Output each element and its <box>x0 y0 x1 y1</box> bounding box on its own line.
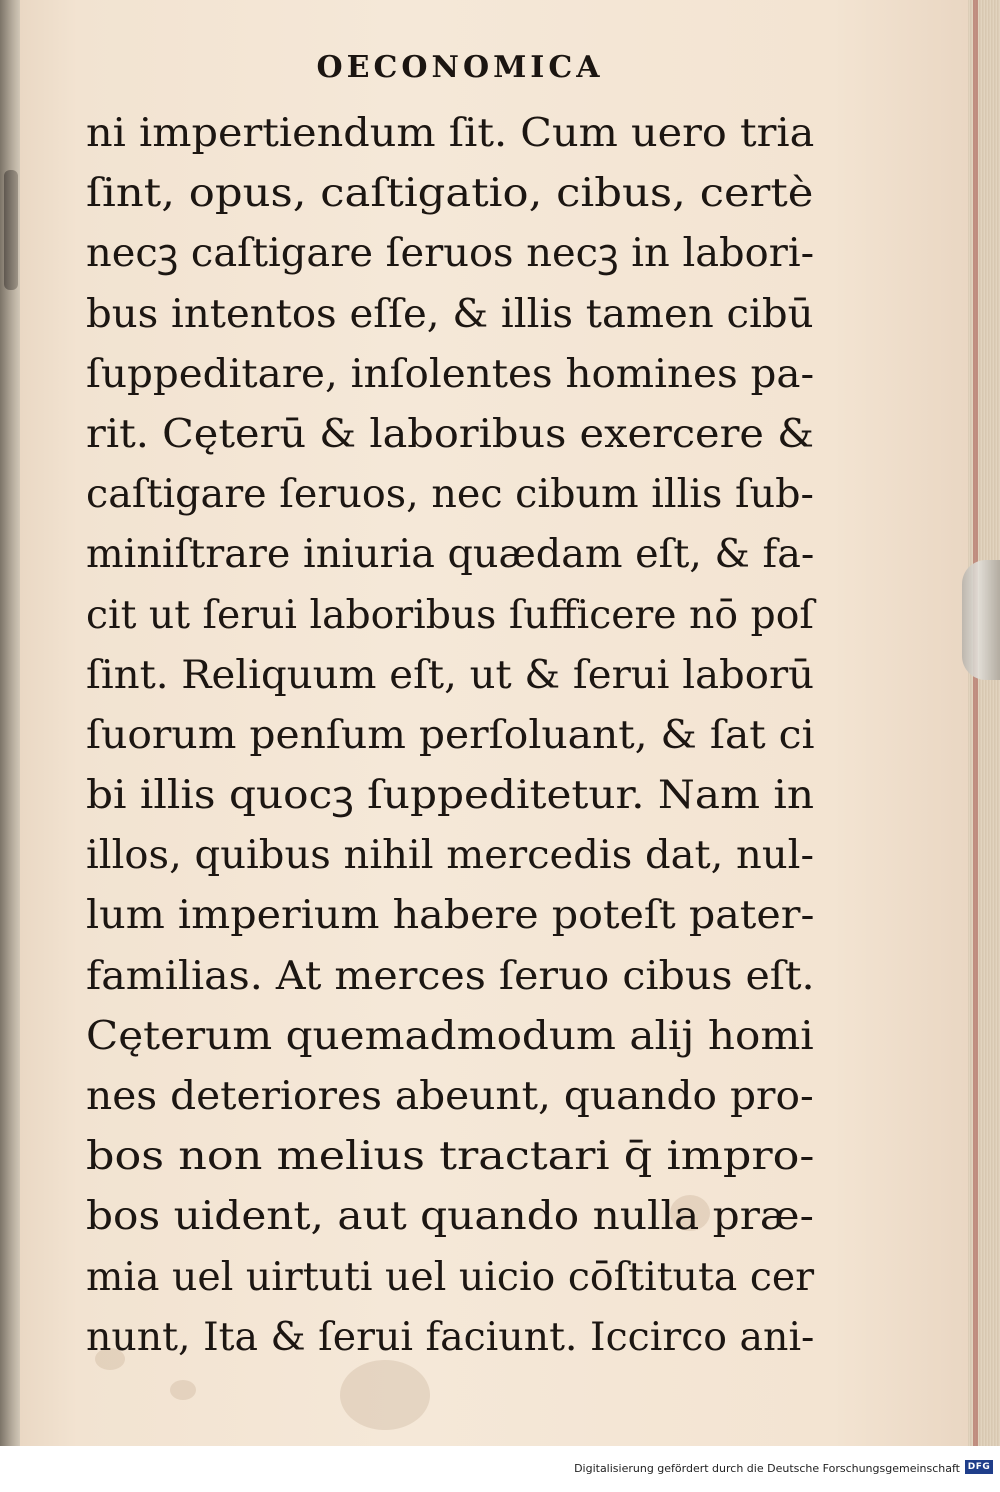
text-line: bi illis quocꝫ ſuppeditetur. Nam in <box>86 773 815 819</box>
text-line: ſuorum penſum perſoluant, & ſat ci <box>86 712 815 758</box>
text-line: bos non melius tractari q̄ impro- <box>86 1134 815 1180</box>
text-line: bus intentos eſſe, & illis tamen cibū <box>86 291 814 337</box>
body-text <box>86 104 816 1368</box>
text-line: cit ut ſerui laboribus ſufficere nō poſ <box>86 592 814 638</box>
text-line: ſuppeditare, inſolentes homines pa- <box>86 351 815 397</box>
running-header: OECONOMICA <box>316 50 604 85</box>
text-line: nunt, Ita & ſerui faciunt. Iccirco ani- <box>86 1314 815 1360</box>
text-line: miniſtrare iniuria quædam eſt, & fa- <box>86 532 815 578</box>
text-line: illos, quibus nihil mercedis dat, nul- <box>86 833 814 879</box>
text-line: familias. At merces ſeruo cibus eſt. <box>86 953 815 999</box>
text-line: bos uident, aut quando nulla præ- <box>86 1194 814 1240</box>
red-page-edge <box>973 0 978 1446</box>
right-clamp <box>962 560 1000 680</box>
text-line: caſtigare ſeruos, nec cibum illis ſub- <box>86 472 814 518</box>
page-stain <box>340 1360 430 1430</box>
text-line: mia uel uirtuti uel uicio cōſtituta cer <box>86 1254 815 1300</box>
text-line: necꝫ caſtigare ſeruos necꝫ in labori- <box>86 231 815 277</box>
funding-credit: Digitalisierung gefördert durch die Deutsche Forschungsgemeinschaft <box>574 1462 960 1475</box>
text-line: ſint, opus, caſtigatio, cibus, certè <box>86 171 814 217</box>
text-line: nes deteriores abeunt, quando pro- <box>86 1074 814 1119</box>
text-line: ſint. Reliquum eſt, ut & ſerui laborū <box>86 652 815 698</box>
text-line: lum imperium habere poteſt pater- <box>86 893 815 939</box>
page-stain <box>170 1380 196 1400</box>
left-clamp <box>4 170 18 290</box>
text-line: rit. Cęterū & laboribus exercere & <box>86 411 815 457</box>
text-line: ni impertiendum ſit. Cum uero tria <box>86 111 815 156</box>
dfg-logo: DFG <box>965 1460 993 1474</box>
text-line: Cęterum quemadmodum alij homi <box>86 1013 814 1059</box>
